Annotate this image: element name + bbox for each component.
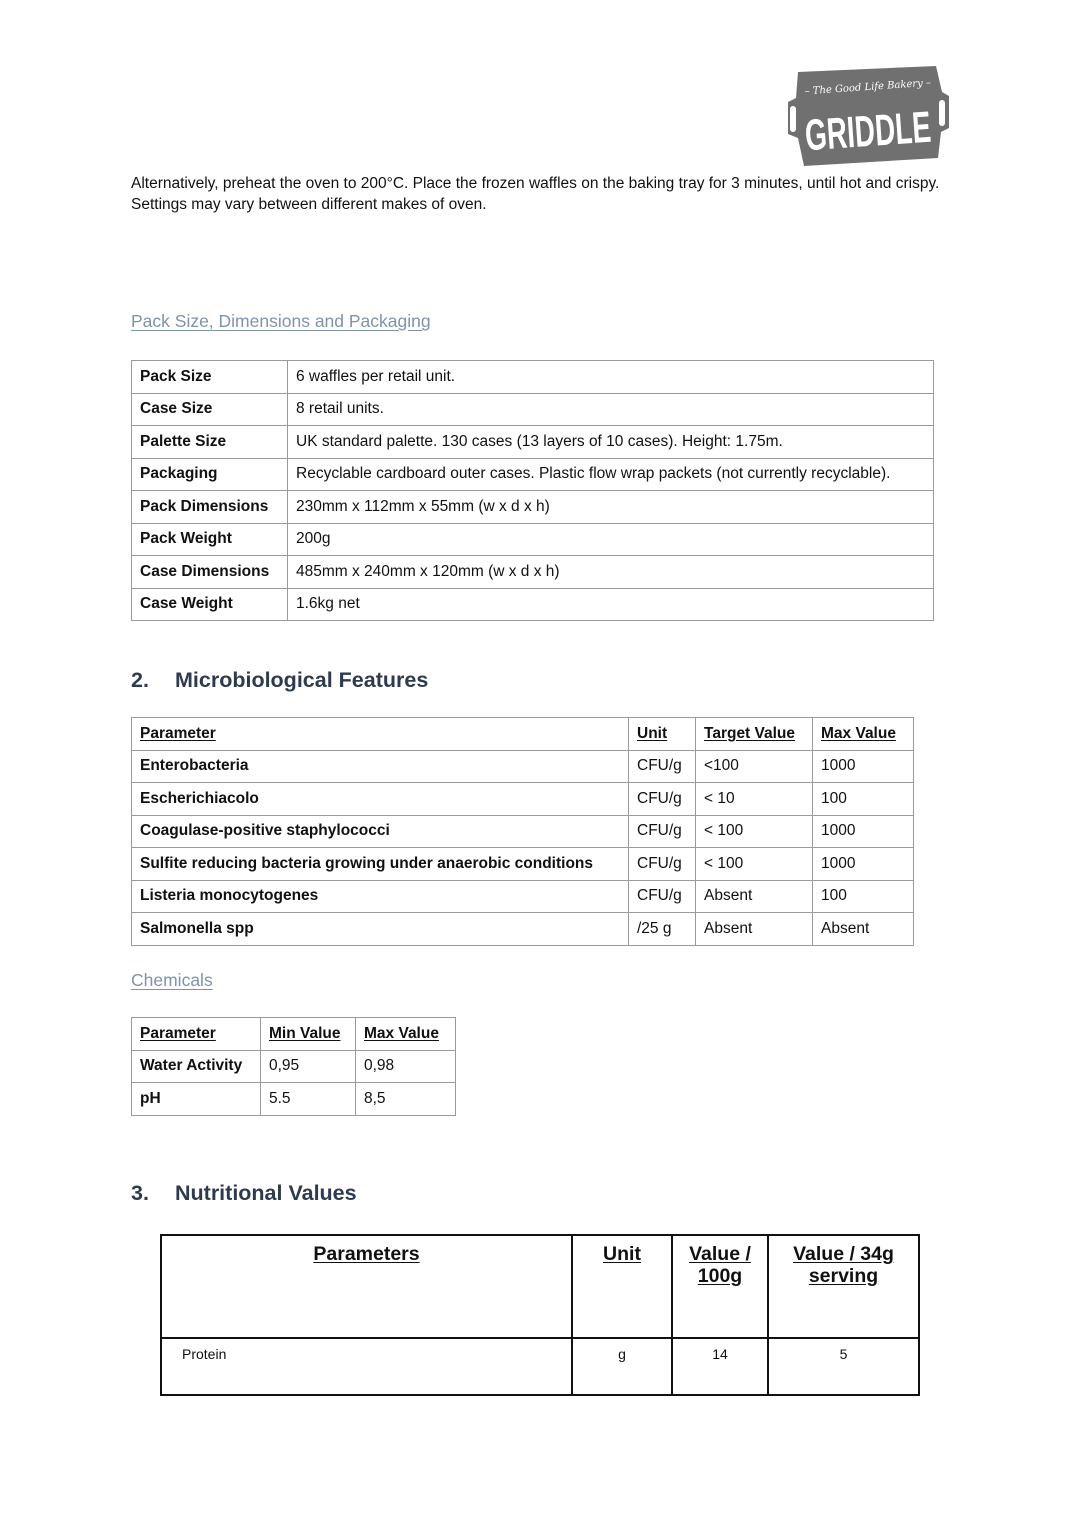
- value-cell: 8,5: [356, 1083, 456, 1116]
- value-cell: 1000: [813, 848, 914, 881]
- column-header-label: Value / 100g: [689, 1243, 751, 1287]
- value-cell: Absent: [696, 880, 813, 913]
- intro-paragraph: Alternatively, preheat the oven to 200°C. Place the frozen waffles on the baking tray for 3 minutes, until hot and crispy. Settings may vary between different makes of oven.: [131, 175, 940, 213]
- table-row: [132, 426, 934, 459]
- value-cell: Absent: [813, 913, 914, 946]
- table-row: [161, 1338, 919, 1395]
- column-header: [768, 1235, 919, 1338]
- column-header-label: Max Value: [821, 724, 896, 742]
- parameter-cell: pH: [132, 1083, 261, 1116]
- column-header: [132, 718, 629, 751]
- column-header: [161, 1235, 572, 1338]
- nutrition-table: [160, 1234, 920, 1396]
- table-row: [132, 815, 914, 848]
- row-label: Case Dimensions: [132, 556, 288, 589]
- column-header-label: Value / 34g serving: [793, 1243, 894, 1287]
- value-cell: <100: [696, 750, 813, 783]
- column-header: [629, 718, 696, 751]
- nutrition-heading-text: Nutritional Values: [175, 1181, 357, 1205]
- column-header: [672, 1235, 768, 1338]
- row-value: 1.6kg net: [288, 588, 934, 621]
- value-cell: < 100: [696, 848, 813, 881]
- nutrition-heading-number: 3.: [131, 1181, 149, 1205]
- value-cell: CFU/g: [629, 750, 696, 783]
- parameter-cell: Enterobacteria: [132, 750, 629, 783]
- value-cell: Absent: [696, 913, 813, 946]
- value-cell: CFU/g: [629, 815, 696, 848]
- row-label: Case Weight: [132, 588, 288, 621]
- table-row: [132, 361, 934, 394]
- row-label: Pack Dimensions: [132, 491, 288, 524]
- micro-heading-number: 2.: [131, 668, 149, 692]
- row-value: Recyclable cardboard outer cases. Plastic flow wrap packets (not currently recyclable).: [288, 458, 934, 491]
- table-row: [132, 1050, 456, 1083]
- row-value: 8 retail units.: [288, 393, 934, 426]
- parameter-cell: Listeria monocytogenes: [132, 880, 629, 913]
- table-row: [132, 523, 934, 556]
- parameter-cell: Escherichiacolo: [132, 783, 629, 816]
- table-row: [132, 588, 934, 621]
- value-cell: /25 g: [629, 913, 696, 946]
- table-row: [132, 913, 914, 946]
- table-row: [132, 393, 934, 426]
- micro-table: [131, 717, 914, 946]
- column-header-label: Parameters: [313, 1243, 420, 1265]
- column-header-label: Unit: [603, 1243, 641, 1265]
- row-value: 6 waffles per retail unit.: [288, 361, 934, 394]
- column-header: [572, 1235, 672, 1338]
- value-cell: 0,95: [261, 1050, 356, 1083]
- column-header-label: Target Value: [704, 724, 796, 742]
- parameter-cell: Salmonella spp: [132, 913, 629, 946]
- column-header: [132, 1018, 261, 1051]
- value-cell: < 10: [696, 783, 813, 816]
- row-label: Palette Size: [132, 426, 288, 459]
- table-row: [132, 458, 934, 491]
- value-cell: 1000: [813, 750, 914, 783]
- column-header: [356, 1018, 456, 1051]
- table-row: [132, 750, 914, 783]
- parameter-cell: Sulfite reducing bacteria growing under anaerobic conditions: [132, 848, 629, 881]
- table-row: [132, 783, 914, 816]
- chemicals-heading: Chemicals: [131, 970, 213, 990]
- value-cell: 0,98: [356, 1050, 456, 1083]
- table-row: [132, 848, 914, 881]
- column-header-label: Unit: [637, 724, 668, 742]
- table-header-row: [132, 718, 914, 751]
- parameter-cell: Protein: [161, 1338, 572, 1395]
- micro-heading: [131, 668, 428, 693]
- column-header: [813, 718, 914, 751]
- row-value: 485mm x 240mm x 120mm (w x d x h): [288, 556, 934, 589]
- row-value: 230mm x 112mm x 55mm (w x d x h): [288, 491, 934, 524]
- table-header-row: [132, 1018, 456, 1051]
- value-cell: 100: [813, 783, 914, 816]
- value-cell: CFU/g: [629, 783, 696, 816]
- value-cell: 100: [813, 880, 914, 913]
- row-label: Packaging: [132, 458, 288, 491]
- griddle-logo: [786, 62, 1005, 170]
- value-cell: CFU/g: [629, 880, 696, 913]
- table-row: [132, 1083, 456, 1116]
- value-cell: 14: [672, 1338, 768, 1395]
- micro-heading-text: Microbiological Features: [175, 668, 429, 692]
- column-header-label: Parameter: [140, 724, 216, 742]
- table-row: [132, 556, 934, 589]
- column-header: [696, 718, 813, 751]
- logo-brand: GRIDDLE: [803, 97, 1005, 161]
- parameter-cell: Water Activity: [132, 1050, 261, 1083]
- row-value: UK standard palette. 130 cases (13 layers of 10 cases). Height: 1.75m.: [288, 426, 934, 459]
- row-label: Pack Weight: [132, 523, 288, 556]
- value-cell: 5.5: [261, 1083, 356, 1116]
- table-row: [132, 491, 934, 524]
- value-cell: 5: [768, 1338, 919, 1395]
- table-row: [132, 880, 914, 913]
- packaging-heading: Pack Size, Dimensions and Packaging: [131, 311, 431, 331]
- chemicals-table: [131, 1017, 456, 1116]
- row-value: 200g: [288, 523, 934, 556]
- value-cell: CFU/g: [629, 848, 696, 881]
- packaging-table: [131, 360, 934, 621]
- row-label: Pack Size: [132, 361, 288, 394]
- nutrition-heading: [131, 1181, 357, 1206]
- table-header-row: [161, 1235, 919, 1338]
- column-header-label: Max Value: [364, 1024, 439, 1042]
- value-cell: g: [572, 1338, 672, 1395]
- value-cell: < 100: [696, 815, 813, 848]
- value-cell: 1000: [813, 815, 914, 848]
- parameter-cell: Coagulase-positive staphylococci: [132, 815, 629, 848]
- logo-tagline: – The Good Life Bakery –: [804, 77, 932, 98]
- row-label: Case Size: [132, 393, 288, 426]
- column-header-label: Min Value: [269, 1024, 341, 1042]
- column-header-label: Parameter: [140, 1024, 216, 1042]
- column-header: [261, 1018, 356, 1051]
